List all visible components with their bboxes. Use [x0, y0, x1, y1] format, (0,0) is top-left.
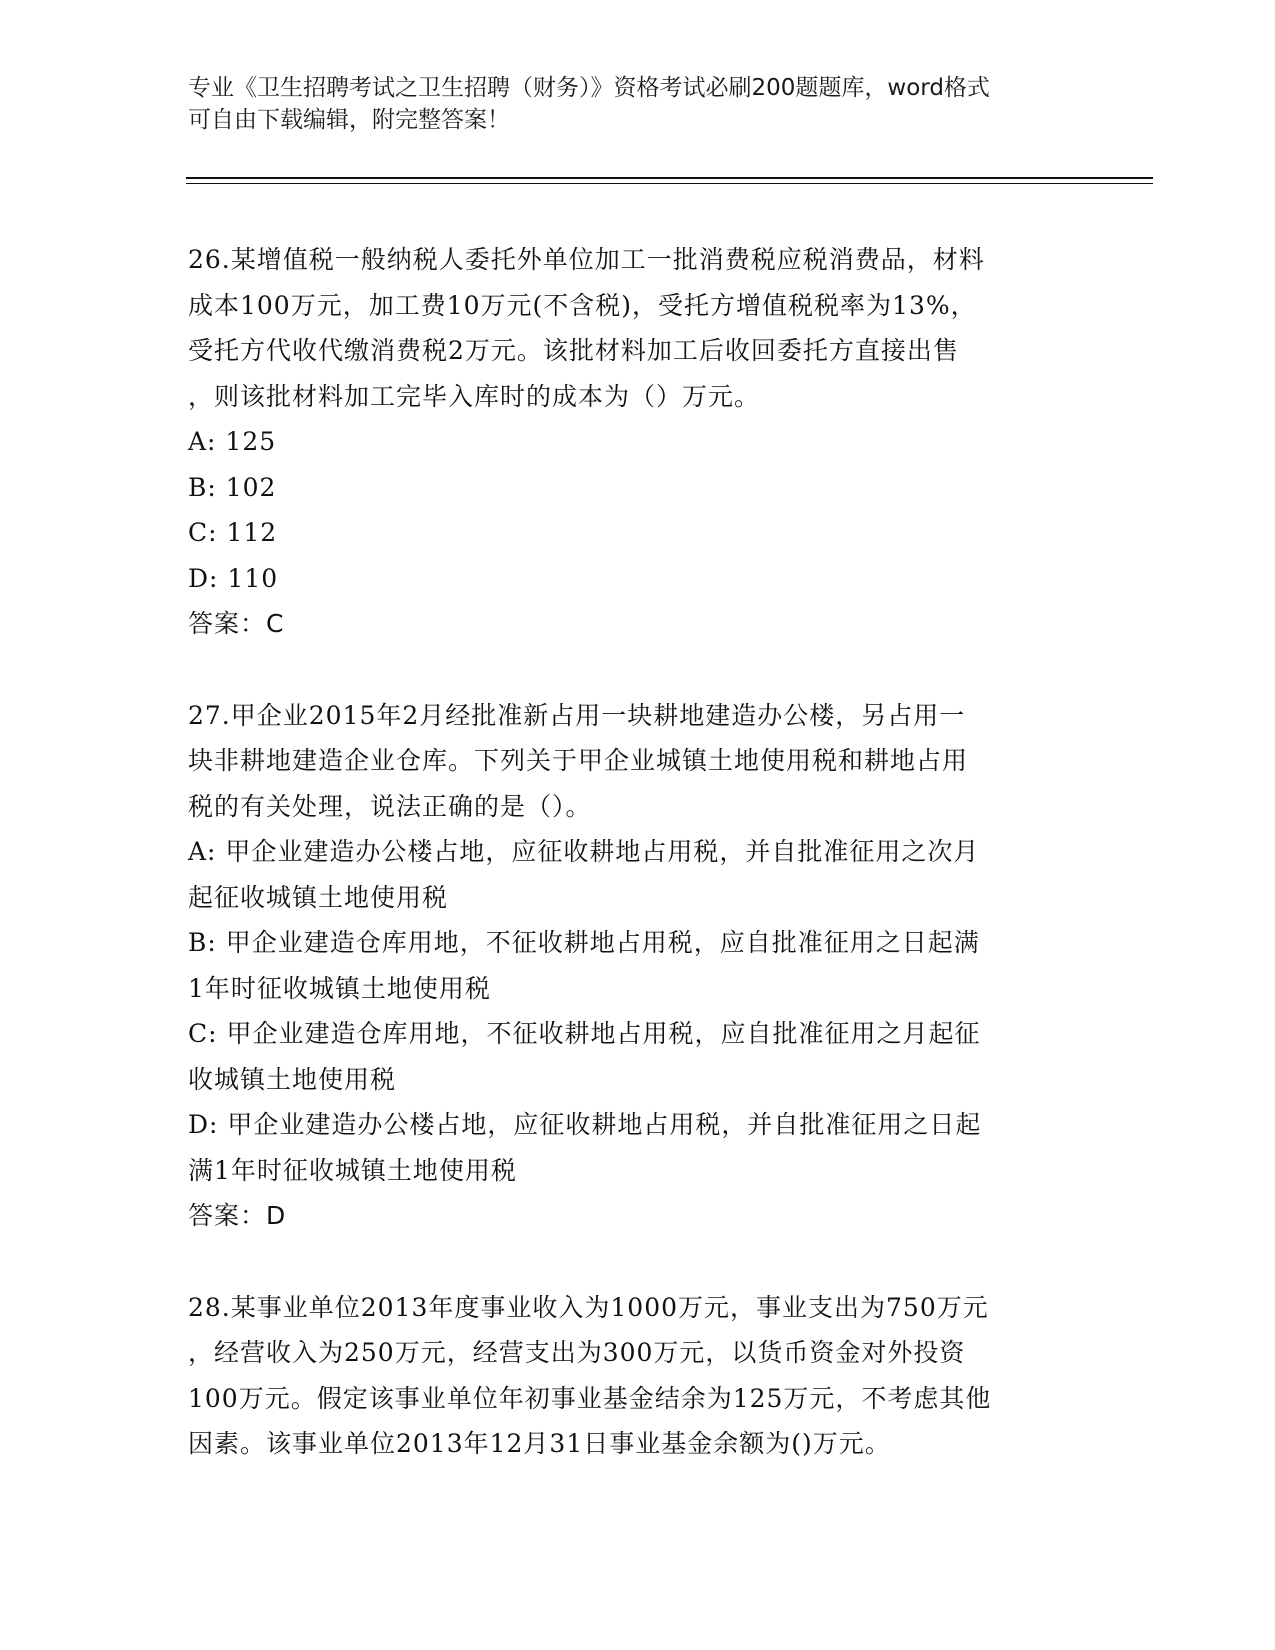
question-stem-line: 27.甲企业2015年2月经批准新占用一块耕地建造办公楼，另占用一: [188, 700, 966, 730]
option-c: C: 甲企业建造仓库用地，不征收耕地占用税，应自批准征用之月起征: [188, 1019, 981, 1048]
option-d-cont: 满1年时征收城镇土地使用税: [188, 1155, 517, 1185]
option-b-cont: 1年时征收城镇土地使用税: [188, 973, 491, 1003]
questions-area: [188, 237, 1088, 1467]
question-stem-line: 成本100万元，加工费10万元(不含税)，受托方增值税税率为13%，: [188, 290, 977, 320]
header-line-1: 专业《卫生招聘考试之卫生招聘（财务）》资格考试必刷200题题库，word格式: [188, 75, 990, 101]
option-c-cont: 收城镇土地使用税: [188, 1064, 397, 1094]
question-27: [188, 693, 1088, 1239]
question-stem-line: ，则该批材料加工完毕入库时的成本为（）万元。: [188, 381, 761, 411]
question-26: [188, 237, 1088, 647]
header-rule-thin: [186, 183, 1153, 184]
answer: 答案：D: [188, 1201, 287, 1230]
option-c: C: 112: [188, 518, 278, 547]
question-stem-line: 块非耕地建造企业仓库。下列关于甲企业城镇土地使用税和耕地占用: [188, 746, 969, 775]
question-stem-line: 100万元。假定该事业单位年初事业基金结余为125万元，不考虑其他: [188, 1383, 992, 1413]
header-rule-thick: [186, 177, 1153, 179]
option-b: B: 甲企业建造仓库用地，不征收耕地占用税，应自批准征用之日起满: [188, 928, 980, 957]
option-a-cont: 起征收城镇土地使用税: [188, 882, 449, 912]
option-a: A: 甲企业建造办公楼占地，应征收耕地占用税，并自批准征用之次月: [188, 837, 980, 866]
option-a: A: 125: [188, 427, 277, 456]
question-stem-line: 28.某事业单位2013年度事业收入为1000万元，事业支出为750万元: [188, 1292, 989, 1322]
question-stem-line: ，经营收入为250万元，经营支出为300万元，以货币资金对外投资: [188, 1338, 966, 1367]
question-28: [188, 1285, 1088, 1467]
question-stem-line: 因素。该事业单位2013年12月31日事业基金余额为()万元。: [188, 1429, 891, 1458]
option-b: B: 102: [188, 472, 277, 502]
question-stem-line: 26.某增值税一般纳税人委托外单位加工一批消费税应税消费品，材料: [188, 245, 985, 274]
document-header: [188, 72, 1068, 136]
header-line-2: 可自由下载编辑，附完整答案！: [188, 107, 510, 133]
option-d: D: 110: [188, 563, 279, 593]
question-stem-line: 受托方代收代缴消费税2万元。该批材料加工后收回委托方直接出售: [188, 336, 959, 365]
answer: 答案：C: [188, 609, 285, 638]
option-d: D: 甲企业建造办公楼占地，应征收耕地占用税，并自批准征用之日起: [188, 1110, 982, 1139]
question-stem-line: 税的有关处理，说法正确的是（）。: [188, 791, 592, 821]
